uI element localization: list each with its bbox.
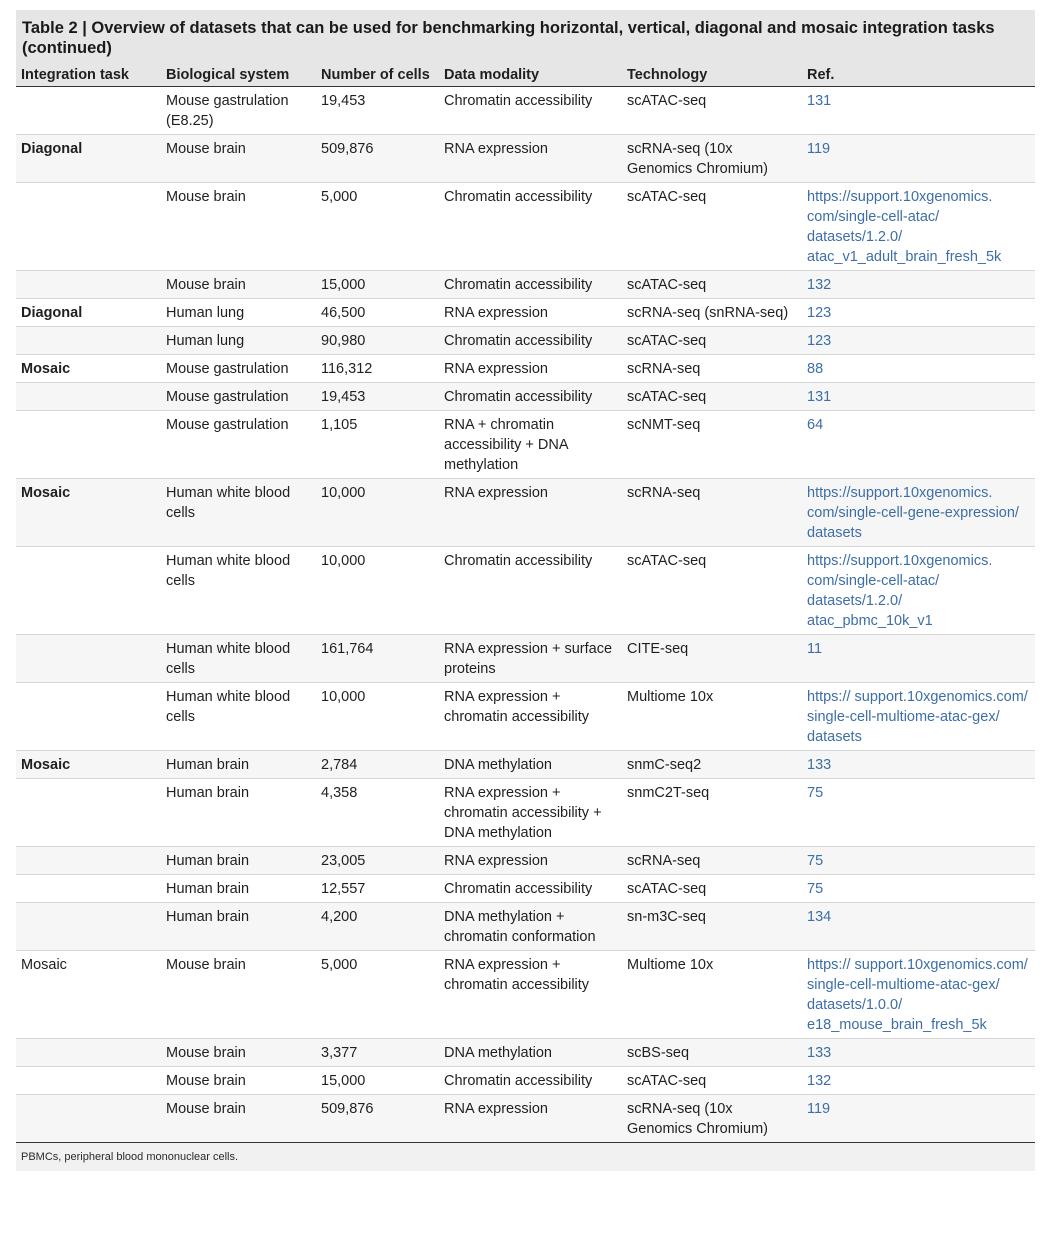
cell-biological-system: Human brain <box>161 779 316 847</box>
cell-technology: scATAC-seq <box>622 87 802 135</box>
cell-data-modality: Chromatin accessibility <box>439 547 622 635</box>
cell-number-of-cells: 4,358 <box>316 779 439 847</box>
cell-ref[interactable]: https://support.10xgenomics. com/single-cell-atac/ datasets/1.2.0/ atac_pbmc_10k_v1 <box>802 547 1035 635</box>
cell-biological-system: Human lung <box>161 327 316 355</box>
cell-technology: sn-m3C-seq <box>622 903 802 951</box>
cell-technology: CITE-seq <box>622 635 802 683</box>
cell-data-modality: DNA methylation <box>439 1039 622 1067</box>
cell-biological-system: Human brain <box>161 903 316 951</box>
cell-biological-system: Human white blood cells <box>161 635 316 683</box>
cell-data-modality: RNA expression <box>439 847 622 875</box>
cell-integration-task: Mosaic <box>16 751 161 779</box>
cell-ref[interactable]: https://support.10xgenomics. com/single-cell-atac/ datasets/1.2.0/ atac_v1_adult_brain_fresh_5k <box>802 183 1035 271</box>
table-row <box>16 1067 1035 1095</box>
cell-biological-system: Mouse gastrulation <box>161 355 316 383</box>
header-number-of-cells: Number of cells <box>316 64 439 87</box>
cell-data-modality: DNA methylation + chromatin conformation <box>439 903 622 951</box>
cell-biological-system: Mouse gastrulation <box>161 383 316 411</box>
table-header <box>16 64 1035 87</box>
cell-number-of-cells: 5,000 <box>316 951 439 1039</box>
cell-number-of-cells: 2,784 <box>316 751 439 779</box>
cell-number-of-cells: 509,876 <box>316 135 439 183</box>
cell-ref[interactable]: 131 <box>802 383 1035 411</box>
cell-technology: scATAC-seq <box>622 875 802 903</box>
table-row <box>16 683 1035 751</box>
cell-data-modality: Chromatin accessibility <box>439 183 622 271</box>
cell-number-of-cells: 4,200 <box>316 903 439 951</box>
table-row <box>16 355 1035 383</box>
cell-integration-task <box>16 683 161 751</box>
cell-biological-system: Human lung <box>161 299 316 327</box>
cell-ref[interactable]: 75 <box>802 779 1035 847</box>
cell-ref[interactable]: 133 <box>802 1039 1035 1067</box>
header-technology: Technology <box>622 64 802 87</box>
datasets-table <box>16 64 1035 1143</box>
cell-number-of-cells: 116,312 <box>316 355 439 383</box>
cell-number-of-cells: 46,500 <box>316 299 439 327</box>
table-row <box>16 635 1035 683</box>
cell-data-modality: RNA expression + chromatin accessibility + DNA methylation <box>439 779 622 847</box>
cell-integration-task <box>16 779 161 847</box>
cell-number-of-cells: 10,000 <box>316 683 439 751</box>
cell-ref[interactable]: 75 <box>802 847 1035 875</box>
cell-integration-task: Mosaic <box>16 479 161 547</box>
cell-integration-task <box>16 183 161 271</box>
table-body <box>16 87 1035 1143</box>
table-row <box>16 1039 1035 1067</box>
cell-number-of-cells: 12,557 <box>316 875 439 903</box>
table-row <box>16 299 1035 327</box>
cell-number-of-cells: 90,980 <box>316 327 439 355</box>
table-panel <box>16 10 1035 1223</box>
header-biological-system: Biological system <box>161 64 316 87</box>
cell-technology: Multiome 10x <box>622 683 802 751</box>
cell-ref[interactable]: 119 <box>802 1095 1035 1143</box>
cell-technology: scATAC-seq <box>622 183 802 271</box>
header-data-modality: Data modality <box>439 64 622 87</box>
cell-biological-system: Human brain <box>161 847 316 875</box>
cell-data-modality: Chromatin accessibility <box>439 87 622 135</box>
cell-data-modality: RNA expression + chromatin accessibility <box>439 683 622 751</box>
cell-ref[interactable]: 123 <box>802 327 1035 355</box>
cell-technology: scATAC-seq <box>622 271 802 299</box>
cell-biological-system: Mouse brain <box>161 183 316 271</box>
header-row <box>16 64 1035 87</box>
table-row <box>16 847 1035 875</box>
cell-integration-task <box>16 411 161 479</box>
cell-biological-system: Human white blood cells <box>161 479 316 547</box>
cell-ref[interactable]: 123 <box>802 299 1035 327</box>
table-row <box>16 951 1035 1039</box>
table-row <box>16 411 1035 479</box>
cell-number-of-cells: 10,000 <box>316 547 439 635</box>
table-row <box>16 135 1035 183</box>
cell-biological-system: Mouse gastrulation <box>161 411 316 479</box>
cell-integration-task <box>16 903 161 951</box>
cell-ref[interactable]: 134 <box>802 903 1035 951</box>
cell-data-modality: RNA + chromatin accessibility + DNA methylation <box>439 411 622 479</box>
cell-technology: scBS-seq <box>622 1039 802 1067</box>
table-row <box>16 875 1035 903</box>
cell-number-of-cells: 15,000 <box>316 1067 439 1095</box>
table-row <box>16 327 1035 355</box>
cell-biological-system: Human brain <box>161 875 316 903</box>
table-row <box>16 547 1035 635</box>
cell-number-of-cells: 1,105 <box>316 411 439 479</box>
cell-data-modality: RNA expression + surface proteins <box>439 635 622 683</box>
cell-biological-system: Mouse brain <box>161 271 316 299</box>
table-row <box>16 183 1035 271</box>
header-integration-task: Integration task <box>16 64 161 87</box>
cell-data-modality: Chromatin accessibility <box>439 383 622 411</box>
cell-ref[interactable]: 88 <box>802 355 1035 383</box>
cell-ref[interactable]: 11 <box>802 635 1035 683</box>
cell-biological-system: Mouse brain <box>161 1067 316 1095</box>
cell-integration-task <box>16 847 161 875</box>
cell-integration-task <box>16 875 161 903</box>
table-row <box>16 1095 1035 1143</box>
cell-data-modality: Chromatin accessibility <box>439 875 622 903</box>
cell-number-of-cells: 23,005 <box>316 847 439 875</box>
cell-integration-task <box>16 1095 161 1143</box>
cell-ref[interactable]: https://support.10xgenomics. com/single-cell-gene-expression/ datasets <box>802 479 1035 547</box>
cell-data-modality: RNA expression <box>439 1095 622 1143</box>
cell-biological-system: Human white blood cells <box>161 547 316 635</box>
cell-integration-task <box>16 635 161 683</box>
cell-biological-system: Mouse brain <box>161 1039 316 1067</box>
table-row <box>16 779 1035 847</box>
cell-data-modality: RNA expression <box>439 135 622 183</box>
cell-technology: scATAC-seq <box>622 1067 802 1095</box>
cell-number-of-cells: 15,000 <box>316 271 439 299</box>
cell-technology: scRNA-seq <box>622 355 802 383</box>
cell-integration-task <box>16 327 161 355</box>
cell-data-modality: Chromatin accessibility <box>439 271 622 299</box>
table-row <box>16 751 1035 779</box>
cell-ref[interactable]: https:// support.10xgenomics.com/ single-cell-multiome-atac-gex/ datasets <box>802 683 1035 751</box>
cell-biological-system: Human brain <box>161 751 316 779</box>
cell-number-of-cells: 5,000 <box>316 183 439 271</box>
cell-biological-system: Human white blood cells <box>161 683 316 751</box>
cell-integration-task: Diagonal <box>16 299 161 327</box>
cell-data-modality: Chromatin accessibility <box>439 1067 622 1095</box>
cell-data-modality: Chromatin accessibility <box>439 327 622 355</box>
cell-biological-system: Mouse gastrulation (E8.25) <box>161 87 316 135</box>
table-row <box>16 383 1035 411</box>
cell-biological-system: Mouse brain <box>161 135 316 183</box>
cell-technology: scRNA-seq (snRNA-seq) <box>622 299 802 327</box>
cell-ref[interactable]: 132 <box>802 1067 1035 1095</box>
cell-number-of-cells: 10,000 <box>316 479 439 547</box>
cell-technology: Multiome 10x <box>622 951 802 1039</box>
cell-technology: scATAC-seq <box>622 327 802 355</box>
cell-technology: scATAC-seq <box>622 383 802 411</box>
cell-biological-system: Mouse brain <box>161 951 316 1039</box>
cell-data-modality: RNA expression + chromatin accessibility <box>439 951 622 1039</box>
cell-number-of-cells: 19,453 <box>316 87 439 135</box>
cell-technology: snmC-seq2 <box>622 751 802 779</box>
table-row <box>16 87 1035 135</box>
cell-data-modality: RNA expression <box>439 479 622 547</box>
cell-biological-system: Mouse brain <box>161 1095 316 1143</box>
cell-integration-task <box>16 271 161 299</box>
table-row <box>16 271 1035 299</box>
cell-technology: scRNA-seq <box>622 847 802 875</box>
cell-ref[interactable]: 119 <box>802 135 1035 183</box>
cell-number-of-cells: 161,764 <box>316 635 439 683</box>
cell-technology: scRNA-seq (10x Genomics Chromium) <box>622 135 802 183</box>
cell-ref[interactable]: https:// support.10xgenomics.com/ single-cell-multiome-atac-gex/ datasets/1.0.0/ e18_mouse_brain_fresh_5k <box>802 951 1035 1039</box>
cell-technology: scRNA-seq (10x Genomics Chromium) <box>622 1095 802 1143</box>
cell-integration-task: Mosaic <box>16 951 161 1039</box>
cell-integration-task: Diagonal <box>16 135 161 183</box>
cell-data-modality: DNA methylation <box>439 751 622 779</box>
cell-data-modality: RNA expression <box>439 299 622 327</box>
cell-number-of-cells: 19,453 <box>316 383 439 411</box>
cell-technology: snmC2T-seq <box>622 779 802 847</box>
cell-technology: scRNA-seq <box>622 479 802 547</box>
cell-ref[interactable]: 131 <box>802 87 1035 135</box>
cell-ref[interactable]: 133 <box>802 751 1035 779</box>
cell-integration-task <box>16 87 161 135</box>
table-row <box>16 903 1035 951</box>
cell-ref[interactable]: 132 <box>802 271 1035 299</box>
cell-data-modality: RNA expression <box>439 355 622 383</box>
title-band <box>16 10 1035 64</box>
cell-integration-task <box>16 383 161 411</box>
cell-technology: scATAC-seq <box>622 547 802 635</box>
cell-ref[interactable]: 75 <box>802 875 1035 903</box>
cell-integration-task: Mosaic <box>16 355 161 383</box>
cell-integration-task <box>16 547 161 635</box>
cell-number-of-cells: 509,876 <box>316 1095 439 1143</box>
table-row <box>16 479 1035 547</box>
table-title: Table 2 | Overview of datasets that can be used for benchmarking horizontal, vertical, diagonal and mosaic integration tasks (continued) <box>22 19 995 57</box>
cell-number-of-cells: 3,377 <box>316 1039 439 1067</box>
cell-technology: scNMT-seq <box>622 411 802 479</box>
table-footnote: PBMCs, peripheral blood mononuclear cells. <box>16 1143 1035 1171</box>
cell-integration-task <box>16 1067 161 1095</box>
header-ref: Ref. <box>802 64 1035 87</box>
cell-ref[interactable]: 64 <box>802 411 1035 479</box>
cell-integration-task <box>16 1039 161 1067</box>
